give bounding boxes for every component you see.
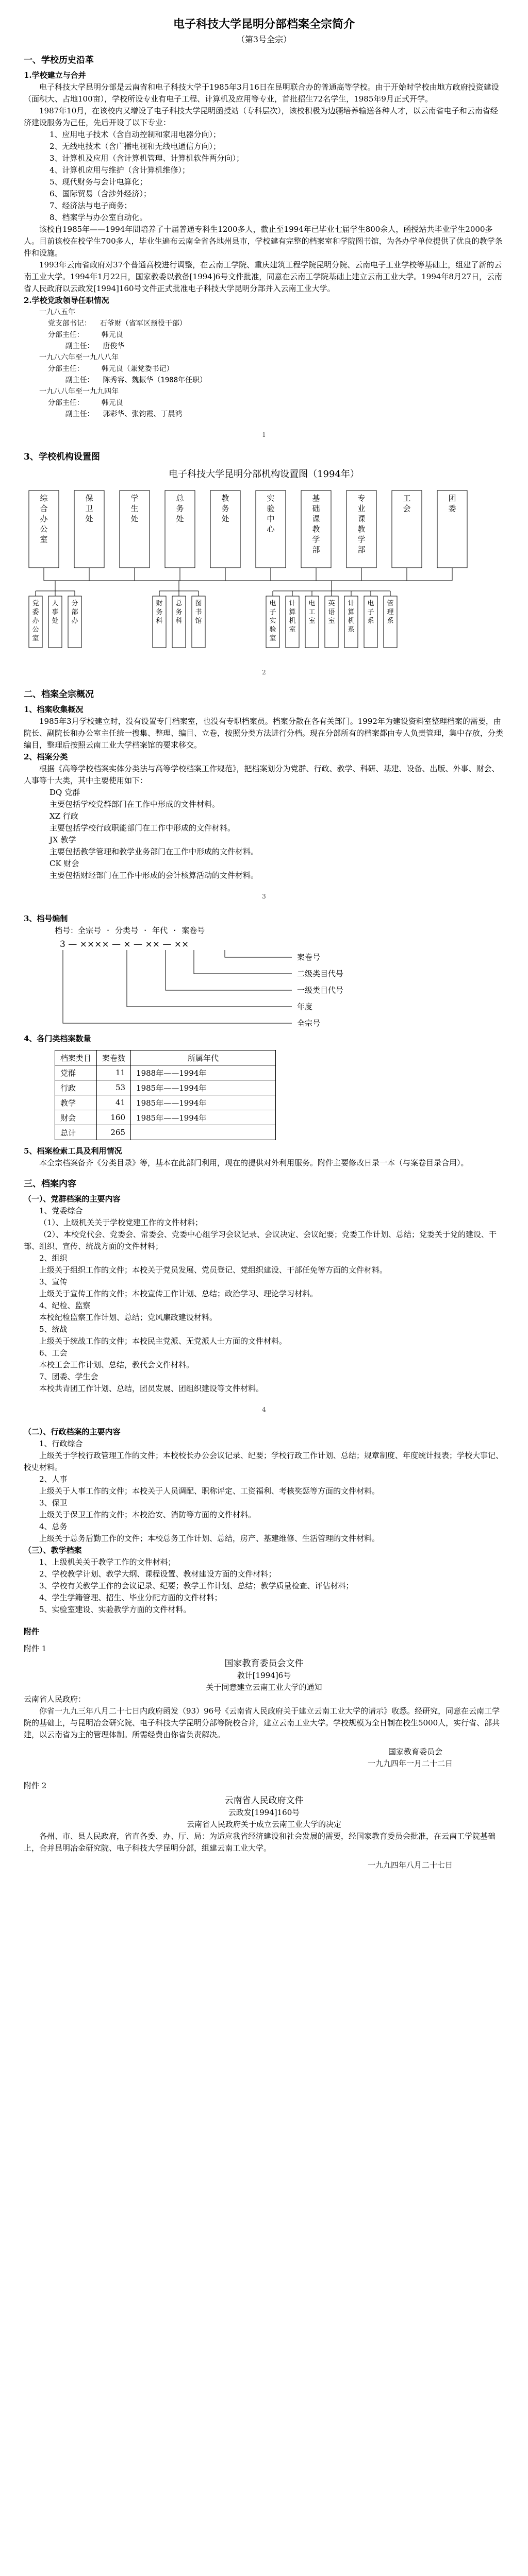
org-sub-box-label: 委 (32, 608, 39, 616)
attachment-recipient: 云南省人民政府： (24, 1694, 86, 1704)
paragraph: 电子科技大学昆明分部是云南省和电子科技大学于1985年3月16日在昆明联合办的普通高等学校。由于开始时学校由地方政府投资建设（面积大、占地100亩），学校所设专业有电子工程、计算机及应用等专业，首批招生72名学生，1985年9月正式开学。 (24, 82, 499, 104)
leadership-list (24, 307, 504, 420)
attachment-date: 一九九四年一月二十二日 (367, 1759, 453, 1768)
list-item: 上级关于统战工作的文件；本校民主党派、无党派人士方面的文件材料。 (39, 1336, 287, 1346)
table-cell: 53 (97, 1080, 131, 1095)
document (24, 0, 504, 1871)
list-item: 6、工会 (39, 1348, 68, 1358)
org-box-label: 中 (267, 514, 275, 523)
org-sub-box-label: 处 (52, 617, 59, 625)
org-sub-box-label: 公 (32, 626, 39, 634)
subheading: 4、各门类档案数量 (24, 1034, 91, 1043)
section-heading-history: 一、学校历史沿革 (24, 55, 94, 65)
table-cell: 1985年——1994年 (131, 1080, 276, 1095)
org-box-label: 生 (130, 504, 139, 513)
list-item: 一九八八年至一九九四年 (39, 387, 119, 396)
org-sub-box-label: 系 (367, 617, 374, 625)
org-box-label: 处 (130, 514, 139, 523)
org-sub-box-label: 部 (71, 608, 78, 616)
org-box-label: 教 (221, 494, 229, 503)
org-sub-box-label: 计 (348, 600, 355, 607)
list-item: 2、人事 (39, 1475, 68, 1484)
table-row (55, 1110, 276, 1125)
org-box-label: 公 (40, 524, 48, 534)
org-box-label: 处 (176, 514, 184, 523)
org-sub-box-label: 室 (328, 617, 335, 625)
table-cell: 160 (97, 1110, 131, 1125)
list-item: DQ 党群 (50, 788, 80, 797)
org-sub-box-label: 管 (387, 600, 394, 607)
org-box-label: 础 (312, 504, 320, 513)
org-box-label: 学 (130, 494, 139, 503)
page-number: 4 (262, 1406, 266, 1413)
list-item: 4、计算机应用与维护（含计算机维修）； (50, 165, 190, 175)
org-box-label: 教 (357, 524, 366, 534)
list-item: 主要包括学校党群部门在工作中形成的文件材料。 (50, 800, 220, 809)
table-cell: 1985年——1994年 (131, 1110, 276, 1125)
list-item: 上级关于人事工作的文件；本校关于人员调配、职称评定、工资福利、考核奖惩等方面的文件材料。 (39, 1486, 380, 1496)
org-sub-box-label: 书 (195, 608, 202, 616)
table-header: 所属年代 (131, 1050, 276, 1065)
org-box-label: 卫 (85, 504, 93, 513)
list-item: 5、统战 (39, 1325, 68, 1334)
list-item: 2、学校教学计划、教学大纲、课程设置、教材建设方面的文件材料； (39, 1569, 276, 1579)
table-row (55, 1080, 276, 1095)
table-cell: 1985年——1994年 (131, 1095, 276, 1110)
org-sub-box-label: 计 (289, 600, 296, 607)
org-sub-box-label: 电 (367, 600, 374, 607)
attachment-docnum: 教计[1994]6号 (237, 1671, 291, 1680)
paragraph: 该校自1985年——1994年間培养了十届普通专科生1200多人，截止至1994年已毕业七届学生800余人，函授站共毕业学生2000多人。目前该校在校学生700多人，毕业生遍布云南全省各地州县市，学校建有完整的档案室和学院图书馆，为各办学单位提供了优良的教学条件和设施。 (24, 225, 503, 258)
list-item: 3、计算机及应用（含计算机管理、计算机软件两分向）； (50, 154, 244, 163)
code-label: 案卷号 (297, 953, 321, 962)
subheading: （一）、党群档案的主要内容 (24, 1194, 121, 1204)
table-row (55, 1095, 276, 1110)
org-sub-box-label: 人 (52, 600, 59, 607)
attachment-title: 关于同意建立云南工业大学的通知 (206, 1683, 322, 1692)
org-chart (24, 485, 504, 655)
org-sub-box-label: 图 (195, 600, 202, 607)
section-heading-content: 三、档案内容 (24, 1179, 76, 1189)
org-box-label: 团 (448, 494, 456, 503)
list-item: 一九八五年 (39, 308, 75, 316)
org-box-label: 基 (312, 494, 320, 503)
attachment-label: 附件 (24, 1627, 40, 1636)
page-subtitle: （第3号全宗） (236, 35, 292, 44)
archive-count-table (55, 1050, 276, 1140)
code-format: 档号：全宗号 · 分类号 · 年代 · 案卷号 (55, 926, 205, 935)
list-item: 3、保卫 (39, 1498, 68, 1507)
org-chart-title: 电子科技大学昆明分部机构设置图（1994年） (169, 469, 359, 480)
code-example: 3 — ×××× — × — ×× — ×× (60, 939, 189, 950)
section-heading-org: 3、学校机构设置图 (24, 452, 100, 462)
org-box-label: 实 (267, 494, 275, 503)
org-sub-box-label: 室 (32, 635, 39, 642)
org-sub-box-label: 务 (156, 608, 163, 616)
org-box-label: 教 (312, 524, 320, 534)
org-box-label: 课 (312, 514, 320, 523)
subheading: 1、档案收集概况 (24, 705, 84, 714)
list-item: 1、党委综合 (39, 1206, 83, 1215)
list-item: XZ 行政 (50, 811, 78, 821)
table-header: 档案类目 (55, 1050, 97, 1065)
attachment-org: 国家教育委员会文件 (224, 1658, 304, 1669)
org-box-label: 总 (176, 494, 184, 503)
list-item: 2、组织 (39, 1253, 68, 1263)
list-item: 6、国际贸易（含涉外经济）； (50, 189, 152, 198)
teaching-content-list (24, 1556, 504, 1616)
list-item: 本校共青团工作计划、总结，团员发展、团组织建设等文件材料。 (39, 1384, 264, 1393)
org-sub-box-label: 务 (175, 608, 183, 616)
list-item: 分部主任： 韩元良（兼党委书记） (39, 365, 174, 373)
code-label: 年度 (297, 1002, 313, 1011)
list-item: 一九八六年至一九八八年 (39, 353, 119, 362)
list-item: 主要包括财经部门在工作中形成的会计核算活动的文件材料。 (50, 871, 259, 880)
list-item: 上级关于总务后勤工作的文件；本校总务工作计划、总结，房产、基建维修、生活管理的文件材料。 (39, 1534, 380, 1543)
table-cell: 265 (97, 1125, 131, 1140)
table-cell (131, 1125, 276, 1140)
org-sub-box-label: 科 (156, 617, 163, 625)
page-number: 2 (262, 669, 266, 676)
org-box-label: 业 (357, 504, 366, 513)
list-item: 本校工会工作计划、总结，教代会文件材料。 (39, 1360, 194, 1369)
admin-content-list (24, 1438, 504, 1545)
list-item: 1、上级机关关于教学工作的文件材料； (39, 1557, 176, 1567)
subheading: 2、档案分类 (24, 752, 68, 761)
page-number: 1 (262, 431, 266, 438)
org-sub-box-label: 分 (71, 600, 78, 607)
org-sub-box-label: 系 (387, 617, 394, 625)
org-sub-box-label: 工 (308, 608, 316, 616)
table-cell: 1988年——1994年 (131, 1065, 276, 1080)
table-cell: 党群 (55, 1065, 97, 1080)
list-item: 上级关于保卫工作的文件；本校治安、消防等方面的文件材料。 (39, 1510, 256, 1519)
attachment-body: 你省一九九三年八月二十七日内政府函发（93）96号《云南省人民政府关于建立云南工业大学的请示》收悉。经研究，同意在云南工学院的基础上，与昆明冶金研究院、电子科技大学昆明分部等院校合并，建立云南工业大学。学校规模为全日制在校生5000人，实行省、部共建，以云南省为主的管理体制。所需经费由你省负责解决。 (24, 1706, 500, 1739)
code-label: 二级类目代号 (297, 969, 344, 978)
list-item: 4、总务 (39, 1522, 68, 1531)
attachments (24, 1626, 504, 1871)
org-box-label: 学 (357, 535, 366, 544)
org-box-label: 处 (221, 514, 229, 523)
org-sub-box-label: 事 (52, 608, 59, 616)
attachment-number: 附件 1 (24, 1644, 47, 1653)
org-sub-box-label: 财 (156, 600, 163, 607)
party-content-list (24, 1205, 504, 1395)
list-item: 上级关于宣传工作的文件；本校宣传工作计划、总结；政治学习、理论学习材料。 (39, 1289, 318, 1298)
list-item: 1、行政综合 (39, 1439, 83, 1448)
table-header-row (55, 1050, 276, 1065)
org-sub-box-label: 室 (289, 626, 296, 634)
archive-code (24, 925, 504, 1033)
org-sub-box-label: 英 (328, 600, 335, 607)
attachment-body: 各州、市、县人民政府，省直各委、办、厅、局：为适应我省经济建设和社会发展的需要，经国家教育委员会批准，在云南工学院基础上，合并昆明冶金研究院、电子科技大学昆明分部，组建云南工业大学。 (24, 1832, 496, 1853)
org-box-label: 验 (267, 504, 275, 513)
org-box-label: 部 (357, 545, 366, 554)
attachment-signature: 国家教育委员会 (388, 1747, 442, 1756)
subheading: 5、档案检索工具及利用情况 (24, 1146, 122, 1156)
org-sub-box-label: 党 (32, 600, 39, 607)
paragraph: 1985年3月学校建立时，没有设置专门档案室，也没有专职档案员。档案分散在各有关部门。1992年为建设资料室整理档案的需要，由院长、副院长和办公室主任统一搜集、整理、编目、立卷，按照分类方法进行分档。现在分部所有的档案都由专人负责管理，集中存放，分类编目，整理后按照云南工业大学档案馆的要求移交。 (24, 717, 504, 750)
org-sub-box-label: 科 (175, 617, 183, 625)
table-header: 案卷数 (97, 1050, 131, 1065)
list-item: （2）、本校党代会、党委会、常委会、党委中心组学习会议记录、会议决定、会议纪要；党委工作计划、总结；党委关于党的建设、干部、组织、宣传、统战方面的文件材料； (24, 1230, 497, 1251)
table-cell: 41 (97, 1095, 131, 1110)
list-item: 副主任： 陈秀容、魏振华（1988年任职） (39, 376, 207, 384)
paragraph: 1993年云南省政府对37个普通高校进行调整，在云南工学院、重庆建筑工程学院昆明分院、云南电子工业学校等基础上，组建了新的云南工业大学。1994年1月22日，国家教委以教备[1994]6号文件批准，同意在云南工学院基础上建立云南工业大学。1994年8月27日，云南省人民政府以云政发[1994]160号文件正式批准电子科技大学昆明分部并入云南工业大学。 (24, 260, 503, 293)
list-item: 上级关于组织工作的文件；本校关于党员发展、党员登记、党组织建设、干部任免等方面的文件材料。 (39, 1265, 388, 1275)
list-item: 8、档案学与办公室自动化。 (50, 213, 147, 222)
org-box-label: 室 (40, 535, 48, 544)
org-box-label: 学 (312, 535, 320, 544)
code-label: 全宗号 (297, 1019, 321, 1028)
org-sub-box-label: 机 (348, 617, 355, 625)
list-item: 分部主任： 韩元良 (39, 399, 123, 407)
org-box-label: 心 (267, 524, 275, 534)
org-sub-box-label: 理 (387, 608, 394, 616)
paragraph: 本全宗档案备齐《分类目录》等，基本在此部门利用，现在的提供对外利用服务。附件主要修改日录一本（与案卷目录合用）。 (39, 1158, 469, 1167)
table-row (55, 1125, 276, 1140)
org-box-label: 保 (85, 494, 93, 503)
class-list (24, 787, 504, 882)
majors-list (24, 129, 504, 224)
org-sub-box-label: 算 (348, 608, 355, 616)
org-box-label: 会 (403, 504, 411, 513)
subheading-founding: 1.学校建立与合并 (24, 71, 86, 80)
org-sub-box-label: 总 (175, 600, 183, 607)
list-item: 1、应用电子技术（含自动控制和家用电器分向）； (50, 130, 221, 139)
subheading: （三）、教学档案 (24, 1546, 82, 1555)
code-label: 一级类目代号 (297, 986, 344, 995)
org-box-label: 办 (40, 514, 48, 523)
list-item: JX 教学 (50, 835, 76, 844)
org-box-label: 部 (312, 545, 320, 554)
list-item: 主要包括教学管理和教学业务部门在工作中形成的文件材料。 (50, 847, 259, 856)
code-diagram (55, 937, 416, 1029)
list-item: 3、学校有关教学工作的会议记录、纪要；教学工作计划、总结；教学质量检查、评估材料； (39, 1581, 354, 1590)
org-sub-box-label: 馆 (195, 617, 202, 625)
list-item: 本校纪检监察工作计划、总结；党风廉政建设材料。 (39, 1313, 218, 1322)
table-row (55, 1065, 276, 1080)
org-box-label: 务 (176, 504, 184, 513)
list-item: 党支部书记： 石爷财（省军区预役干部） (39, 319, 187, 328)
org-box-label: 委 (448, 504, 456, 513)
subheading: 3、档号编制 (24, 914, 68, 923)
list-item: 5、现代财务与会计电算化； (50, 177, 147, 187)
subheading: （二）、行政档案的主要内容 (24, 1427, 121, 1436)
attachment-title: 云南省人民政府关于成立云南工业大学的决定 (186, 1820, 341, 1829)
list-item: 2、无线电技术（含广播电视和无线电通信方向）； (50, 142, 221, 151)
org-sub-box-label: 语 (328, 608, 335, 616)
org-box-label: 课 (357, 514, 366, 523)
org-sub-box-label: 子 (367, 608, 374, 616)
table-cell: 行政 (55, 1080, 97, 1095)
list-item: 7、经济法与电子商务； (50, 201, 132, 210)
org-box-label: 合 (40, 504, 48, 513)
org-box-label: 综 (40, 494, 48, 503)
list-item: 4、学生学籍管理、招生、毕业分配方面的文件材料； (39, 1593, 222, 1602)
org-sub-box-label: 实 (269, 617, 276, 625)
list-item: 分部主任： 韩元良 (39, 331, 123, 339)
table-cell: 总计 (55, 1125, 97, 1140)
attachment-number: 附件 2 (24, 1781, 47, 1790)
org-sub-box-label: 机 (289, 617, 296, 625)
org-sub-box-label: 室 (308, 617, 316, 625)
paragraph: 1987年10月，在该校内又增设了电子科技大学昆明函授站（专科层次），该校积极为边疆培养输送各种人才，以云南省电子和云南省经济建设服务为己任，先后开设了以下专业： (24, 106, 498, 127)
list-item: 7、团委、学生会 (39, 1372, 98, 1381)
org-box-label: 处 (85, 514, 93, 523)
org-sub-box-label: 电 (269, 600, 276, 607)
org-sub-box-label: 验 (269, 626, 276, 634)
org-sub-box-label: 子 (269, 608, 276, 616)
org-sub-box-label: 电 (308, 600, 316, 607)
table-cell: 11 (97, 1065, 131, 1080)
list-item: 4、纪检、监察 (39, 1301, 91, 1310)
list-item: CK 财会 (50, 859, 79, 868)
org-box-label: 务 (221, 504, 229, 513)
list-item: 主要包括学校行政职能部门在工作中形成的文件材料。 (50, 823, 236, 833)
list-item: （1）、上级机关关于学校党建工作的文件材料； (39, 1218, 203, 1227)
list-item: 3、宣传 (39, 1277, 68, 1286)
org-sub-box-label: 办 (71, 617, 78, 625)
org-sub-box-label: 算 (289, 608, 296, 616)
paragraph: 根据《高等学校档案实体分类法与高等学校档案工作规范》，把档案划分为党群、行政、教学、科研、基建、设备、出版、外事、财会、人事等十大类，其中主要使用如下： (24, 764, 500, 785)
list-item: 5、实验室建设、实验教学方面的文件材料。 (39, 1605, 191, 1614)
table-cell: 教学 (55, 1095, 97, 1110)
list-item: 上级关于学校行政管理工作的文件；本校校长办公会议记录、纪要；学校行政工作计划、总结；规章制度、年度统计报表；学校大事记、校史材料。 (24, 1451, 504, 1472)
org-sub-box-label: 办 (32, 617, 39, 625)
attachment-docnum: 云政发[1994]160号 (228, 1808, 300, 1817)
page-number: 3 (262, 893, 266, 900)
org-box-label: 工 (403, 494, 411, 503)
org-sub-box-label: 系 (348, 626, 355, 634)
subheading-leadership: 2.学校党政领导任职情况 (24, 296, 109, 305)
table-cell: 财会 (55, 1110, 97, 1125)
org-box-label: 专 (357, 494, 366, 503)
org-sub-box-label: 室 (269, 635, 276, 642)
list-item: 副主任： 郭彩华、张钧霞、丁晨鸿 (39, 410, 183, 418)
page-title: 电子科技大学昆明分部档案全宗简介 (173, 18, 355, 31)
list-item: 副主任： 唐俊华 (39, 342, 125, 350)
attachment-org: 云南省人民政府文件 (224, 1795, 304, 1806)
attachment-date: 一九九四年八月二十七日 (367, 1860, 453, 1870)
section-heading-fonds: 二、档案全宗概况 (24, 689, 94, 700)
